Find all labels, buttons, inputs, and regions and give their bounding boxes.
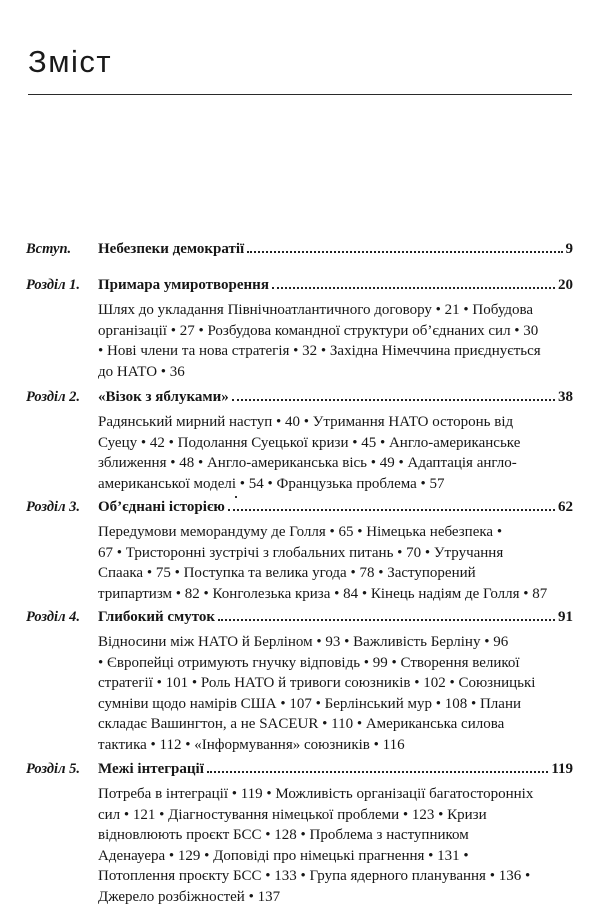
- desc-line: Суецу • 42 • Подолання Суецької кризи • 45 • Англо-американське: [98, 434, 521, 451]
- desc-line: стратегії • 101 • Роль НАТО й тривоги союзників • 102 • Союзницькі: [98, 675, 536, 691]
- desc-line: Радянський мирний наступ • 40 • Утримання НАТО осторонь від: [98, 414, 514, 430]
- desc-line: Потоплення проєкту БСС • 133 • Група ядерного планування • 136 •: [98, 868, 531, 884]
- entry-title: Примара умиротворення: [98, 277, 269, 293]
- heading-divider: [28, 94, 572, 95]
- page-title: Зміст: [28, 44, 113, 79]
- desc-line: сил • 121 • Діагностування німецької проблеми • 123 • Кризи: [98, 806, 487, 823]
- entry-title: «Візок з яблуками»: [98, 389, 229, 405]
- desc-line: Джерело розбіжностей • 137: [98, 888, 281, 905]
- entry-title: Межі інтеграції: [98, 761, 204, 777]
- dot-leader: [232, 399, 555, 401]
- entry-title: Глибокий смуток: [98, 609, 216, 625]
- entry-description: [98, 784, 573, 907]
- entry-description: [98, 632, 573, 755]
- entry-title-line: [98, 277, 573, 294]
- dot-leader: [272, 287, 555, 289]
- desc-line: сумніви щодо намірів США • 107 • Берлінський мур • 108 • Плани: [98, 695, 521, 712]
- entry-description: [98, 300, 573, 382]
- entry-title-line: [98, 499, 573, 516]
- entry-label: Розділ 1.: [26, 277, 81, 293]
- desc-line: Передумови меморандуму де Голля • 65 • Німецька небезпека •: [98, 524, 503, 540]
- entry-description: [98, 412, 573, 494]
- entry-label: Розділ 4.: [26, 609, 81, 625]
- desc-line: Шлях до укладання Північноатлантичного договору • 21 • Побудова: [98, 302, 534, 318]
- entry-title-line: [98, 609, 573, 626]
- desc-line: зближення • 48 • Англо-американська вісь • 49 • Адаптація англо-: [98, 455, 517, 471]
- print-speck: [235, 496, 237, 498]
- entry-page: 62: [558, 499, 573, 515]
- desc-line: організації • 27 • Розбудова командної структури об’єднаних сил • 30: [98, 322, 539, 339]
- desc-line: • Нові члени та нова стратегія • 32 • Західна Німеччина приєднується: [98, 343, 541, 359]
- desc-line: до НАТО • 36: [98, 363, 185, 380]
- entry-page: 9: [565, 241, 573, 257]
- entry-page: 20: [558, 277, 573, 293]
- entry-page: 91: [558, 609, 573, 625]
- desc-line: Відносини між НАТО й Берліном • 93 • Важливість Берліну • 96: [98, 634, 509, 650]
- desc-line: складає Вашингтон, а не SACEUR • 110 • Американська силова: [98, 716, 505, 732]
- dot-leader: [207, 771, 548, 773]
- entry-page: 119: [551, 761, 573, 777]
- entry-label: Розділ 2.: [26, 389, 81, 405]
- desc-line: Потреба в інтеграції • 119 • Можливість організації багатосторонніх: [98, 786, 534, 802]
- entry-title-line: [98, 761, 573, 778]
- entry-label: Вступ.: [26, 241, 72, 257]
- entry-page: 38: [558, 389, 573, 405]
- entry-description: [98, 522, 573, 604]
- desc-line: • Європейці отримують гнучку відповідь • 99 • Створення великої: [98, 654, 520, 671]
- dot-leader: [228, 509, 555, 511]
- desc-line: Спаака • 75 • Поступка та велика угода • 78 • Заступорений: [98, 565, 476, 581]
- desc-line: 67 • Тристоронні зустрічі з глобальних питань • 70 • Утручання: [98, 544, 504, 561]
- dot-leader: [247, 251, 562, 253]
- desc-line: відновлюють проєкт БСС • 128 • Проблема з наступником: [98, 827, 469, 843]
- entry-label: Розділ 3.: [26, 499, 81, 515]
- entry-title-line: [98, 389, 573, 406]
- dot-leader: [218, 619, 555, 621]
- entry-title: Об’єднані історією: [98, 499, 225, 515]
- entry-title-line: [98, 241, 573, 258]
- desc-line: трипартизм • 82 • Конголезька криза • 84 • Кінець надіям де Голля • 87: [98, 585, 548, 602]
- desc-line: американської моделі • 54 • Французька проблема • 57: [98, 475, 445, 492]
- entry-label: Розділ 5.: [26, 761, 81, 777]
- desc-line: тактика • 112 • «Інформування» союзників • 116: [98, 736, 405, 753]
- desc-line: Аденауера • 129 • Доповіді про німецькі прагнення • 131 •: [98, 847, 469, 864]
- entry-title: Небезпеки демократії: [98, 241, 245, 257]
